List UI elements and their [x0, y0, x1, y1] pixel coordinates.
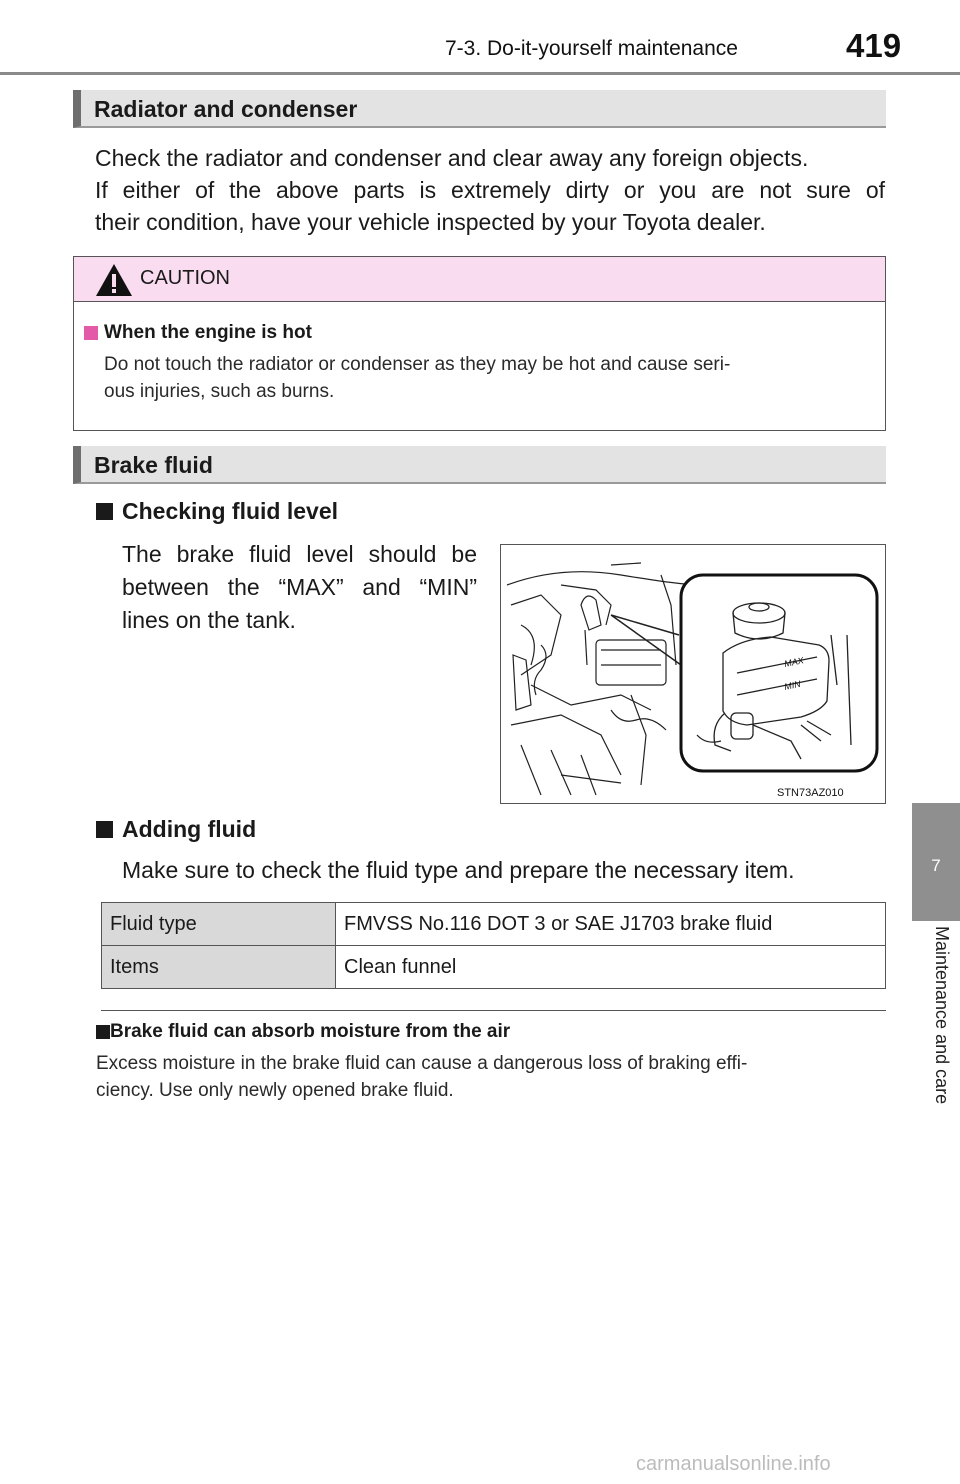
note-line: Excess moisture in the brake fluid can cause a dangerous loss of braking effi-: [96, 1053, 748, 1074]
bullet-square-icon: [84, 326, 98, 340]
section-heading: 7-3. Do-it-yourself maintenance: [445, 37, 738, 60]
bullet-square-icon: [96, 1025, 110, 1039]
caution-title: CAUTION: [140, 267, 230, 289]
table-key: Items: [102, 946, 336, 989]
page-number: 419: [846, 27, 902, 64]
radiator-body: [95, 142, 885, 238]
checking-line: lines on the tank.: [122, 607, 296, 633]
table-key: Fluid type: [102, 903, 336, 946]
adding-text: Make sure to check the fluid type and prepare the necessary item.: [122, 857, 795, 883]
subsection-title-adding: Adding fluid: [122, 816, 257, 842]
checking-line: The brake fluid level should be: [122, 541, 477, 567]
table-value: Clean funnel: [336, 946, 886, 989]
min-label: MIN: [783, 678, 802, 692]
figure-code: STN73AZ010: [777, 787, 844, 799]
radiator-line: Check the radiator and condenser and clear away any foreign objects.: [95, 145, 809, 171]
bullet-square-icon: [96, 821, 113, 838]
chapter-label: Maintenance and care: [932, 926, 952, 1105]
chapter-number: 7: [931, 856, 941, 875]
table-row: [102, 903, 886, 946]
header-rule: [0, 72, 960, 75]
caution-line: ous injuries, such as burns.: [104, 381, 335, 402]
table-row: [102, 946, 886, 989]
note-text: [96, 1050, 886, 1104]
note-title: Brake fluid can absorb moisture from the air: [110, 1021, 511, 1042]
note-line: ciency. Use only newly opened brake fluid.: [96, 1080, 454, 1101]
engine-bay-illustration: [501, 545, 885, 803]
bullet-square-icon: [96, 503, 113, 520]
caution-line: Do not touch the radiator or condenser as they may be hot and cause seri-: [104, 354, 731, 375]
radiator-line: their condition, have your vehicle inspected by your Toyota dealer.: [95, 209, 766, 235]
watermark: carmanualsonline.info: [636, 1453, 831, 1475]
subsection-title-checking: Checking fluid level: [122, 498, 338, 524]
fluid-spec-table: [101, 902, 886, 989]
max-label: MAX: [783, 655, 805, 669]
warning-icon: [95, 263, 133, 297]
table-value: FMVSS No.116 DOT 3 or SAE J1703 brake fluid: [336, 903, 886, 946]
checking-line: between the “MAX” and “MIN”: [122, 574, 477, 600]
checking-body: [122, 538, 477, 637]
section-title-brake: Brake fluid: [94, 452, 213, 478]
brake-reservoir-figure: [500, 544, 886, 804]
radiator-line: If either of the above parts is extremely dirty or you are not sure of: [95, 177, 885, 203]
note-rule: [101, 1010, 886, 1011]
section-title-radiator: Radiator and condenser: [94, 96, 358, 122]
caution-subtitle: When the engine is hot: [104, 322, 312, 343]
caution-text: [104, 351, 874, 405]
